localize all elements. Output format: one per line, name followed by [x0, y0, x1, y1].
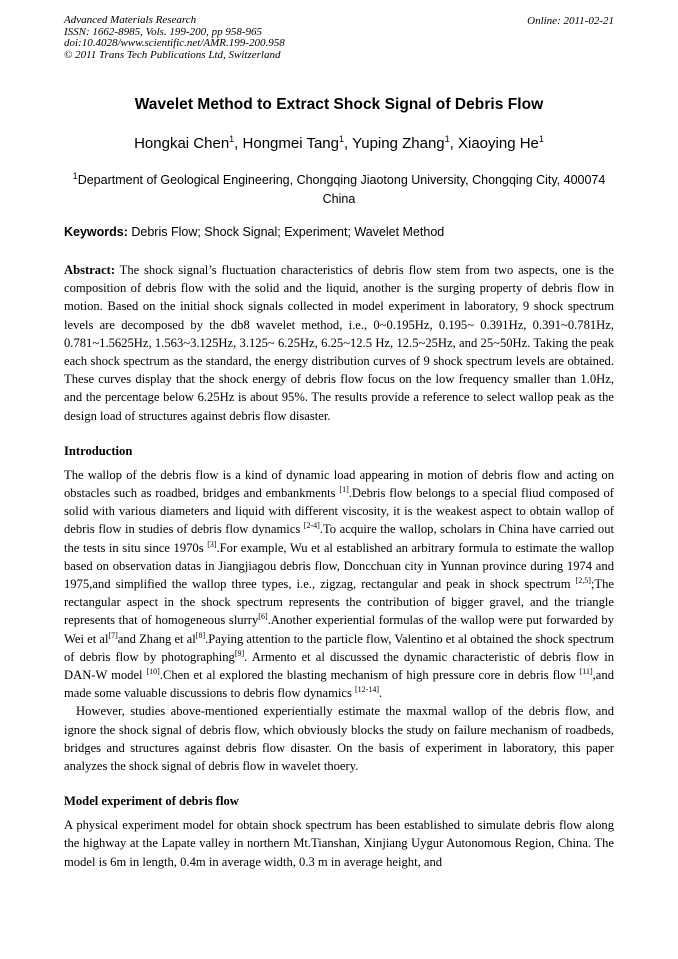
author: Hongkai Chen$^1$, [134, 134, 243, 152]
journal-info [64, 15, 285, 61]
online-date: Online: 2011-02-21 [527, 15, 614, 27]
abstract-label: Abstract: [64, 263, 116, 277]
citation-ref[interactable]: [1] [339, 485, 349, 495]
paper-title: Wavelet Method to Extract Shock Signal of Debris Flow [134, 96, 544, 113]
citation-ref[interactable]: [2-4] [303, 521, 320, 531]
keywords [64, 225, 614, 239]
model-experiment-paragraph-1: A physical experiment model for obtain shock spectrum has been established to simulate debris flow along the highway at the Lapate valley in northern Mt.Tianshan, Xinjiang Uygur Autonomous Region, China. The model is 6m in length, 0.4m in average width, 0.3 m in average height, and [64, 818, 614, 869]
section-heading-model-experiment: Model experiment of debris flow [64, 794, 239, 809]
citation-ref[interactable]: [9] [234, 648, 245, 658]
section-heading-introduction: Introduction [64, 443, 133, 458]
keywords-text: Debris Flow; Shock Signal; Experiment; Wavelet Method [127, 225, 445, 239]
citation-ref[interactable]: [3] [207, 539, 217, 549]
introduction-paragraph-2: However, studies above-mentioned experientially estimate the maxmal wallop of the debris flow, and ignore the shock signal of debris flow, which obviously blocks the study on failure mechanism of roadbeds, bridges and structures against debris flow disaster. On the basis of experiment in laboratory, this paper analyzes the shock signal of debris flow in wavelet thoery. [64, 704, 614, 774]
doi-line[interactable]: doi:10.4028/www.scientific.net/AMR.199-200.958 [64, 37, 285, 50]
citation-ref[interactable]: [12-14] [355, 685, 380, 695]
issn-line: ISSN: 1662-8985, Vols. 199-200, pp 958-965 [64, 25, 262, 38]
citation-ref[interactable]: [6] [258, 612, 268, 622]
keywords-label: Keywords: [64, 225, 128, 239]
abstract-text: The shock signal’s fluctuation characteristics of debris flow stem from two aspects, one is the composition of debris flow with the solid and the liquid, another is the surging property of debris flow in motion. Based on the initial shock signals collected in model experiment in laboratory, 9 shock spectrum levels are decomposed by the db8 wavelet method, i.e., 0~0.195Hz, 0.195~ 0.391Hz, 0.391~0.781Hz, 0.781~1.5625Hz, 1.563~3.125Hz, 3.125~ 6.25Hz, 6.25~12.5 Hz, 12.5~25Hz, and 25~50Hz. Taking the peak each shock spectrum as the standard, the energy distribution curves of 9 shock spectrum levels are obtained. These curves display that the shock energy of debris flow focus on the low frequency smaller than 1.0Hz, and the percentage below 6.25Hz is about 95%. The results provide a reference to select wallop peak as the design load of structures against debris flow disaster. [64, 263, 614, 423]
journal-header [64, 0, 614, 72]
copyright-line: © 2011 Trans Tech Publications Ltd, Switzerland [64, 48, 281, 61]
citation-ref[interactable]: [8] [195, 630, 206, 640]
affiliation: $^1$Department of Geological Engineering, Chongqing Jiaotong University, Chongqing City, 400074 China [72, 170, 606, 206]
journal-name: Advanced Materials Research [64, 14, 197, 26]
author: Yuping Zhang$^1$, [352, 134, 458, 152]
citation-ref[interactable]: [11] [579, 667, 593, 677]
citation-ref[interactable]: [10] [146, 667, 160, 677]
introduction-paragraph-1: The wallop of the debris flow is a kind of dynamic load appearing in motion of debris flow and acting on obstacles such as roadbed, bridges and embankments [1].Debris flow belongs to a special fliud composed of solid with various diameters and liquid with different viscosity, it is the weakest aspect to obtain wallop of debris flow in studies of debris flow dynamics [2-4].To acquire the wallop, scholars in China have carried out the tests in situ since 1970s [3].For example, Wu et al established an arbitrary formula to estimate the wallop based on observation datas in Jiangjiagou debris flow, Doncchuan city in Yunnan province during 1974 and 1975,and simplified the wallop three types, i.e., zigzag, rectangular and peak in shock spectrum [2,5];The rectangular aspect in the shock spectrum represents the contribution of bigger gravel, and the triangle represents that of homogeneous slurry[6].Another experiential formulas of the wallop were put forwarded by Wei et al[7]and Zhang et al[8].Paying attention to the particle flow, Valentino et al obtained the shock spectrum of debris flow by photographing[9]. Armento et al discussed the dynamic characteristic of debris flow in DAN-W model [10].Chen et al explored the blasting mechanism of high pressure core in debris flow [11],and made some valuable discussions to debris flow dynamics [12-14]. [64, 467, 615, 701]
author: Xiaoying He$^1$ [458, 134, 544, 152]
citation-ref[interactable]: [7] [108, 630, 118, 640]
author: Hongmei Tang$^1$, [242, 134, 353, 152]
citation-ref[interactable]: [2,5] [575, 576, 591, 586]
author-list [64, 135, 614, 152]
abstract [64, 261, 614, 425]
